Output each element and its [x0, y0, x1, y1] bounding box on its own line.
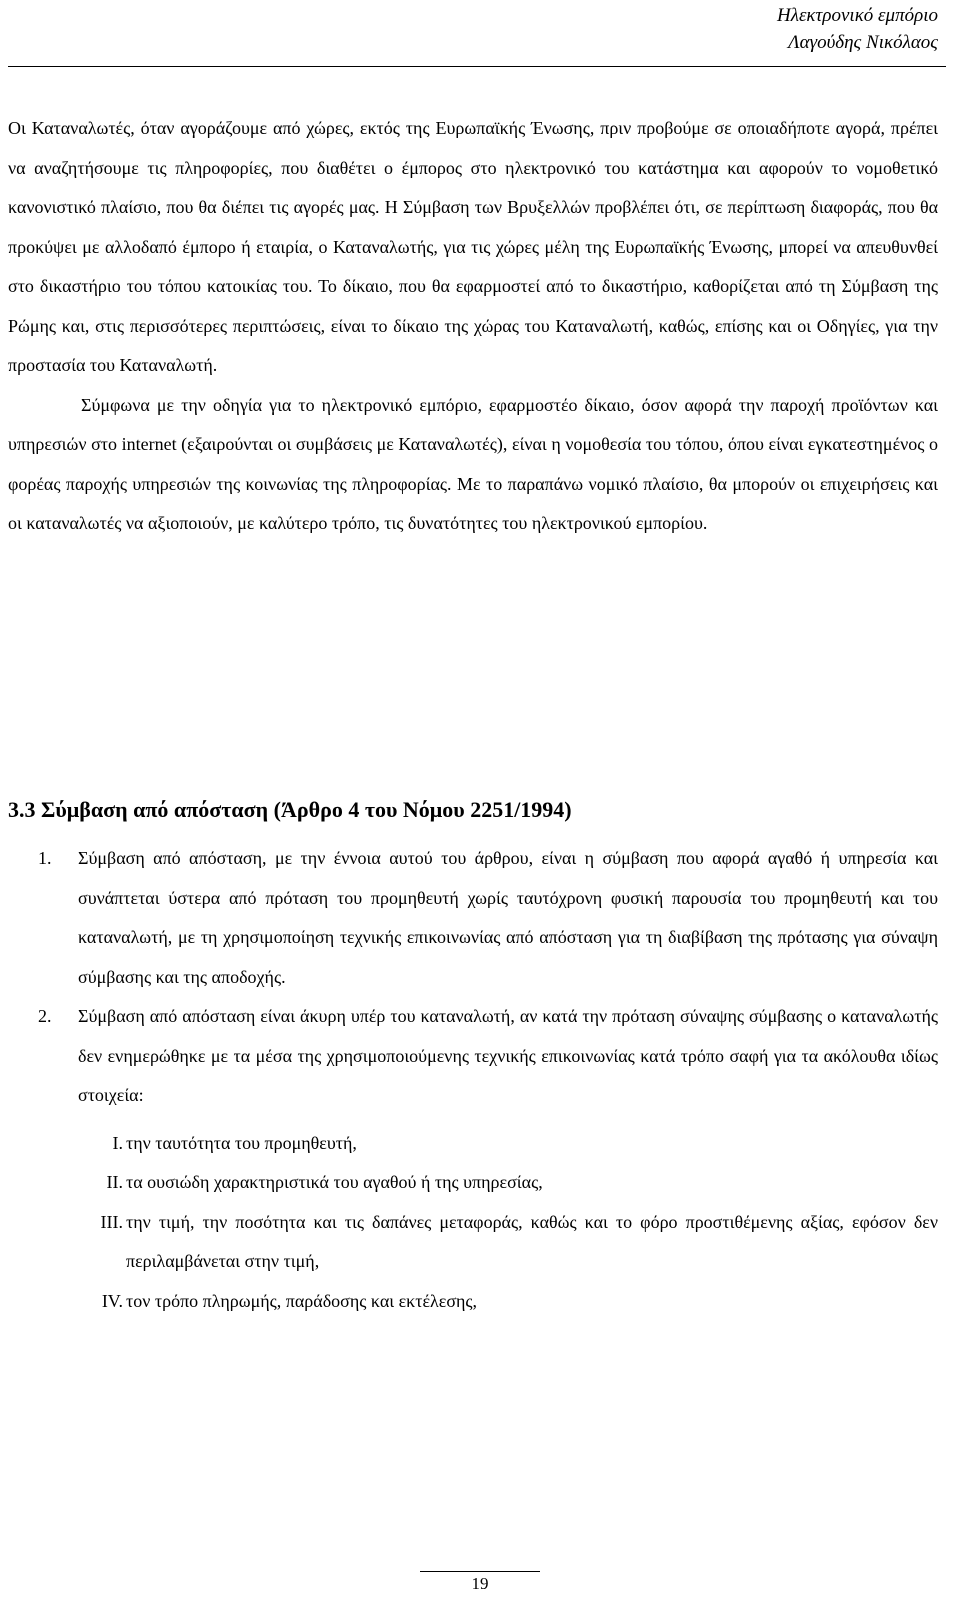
- roman-list-item: [8, 1124, 938, 1164]
- list-item-text: Σύμβαση από απόσταση, με την έννοια αυτού του άρθρου, είναι η σύμβαση που αφορά αγαθό ή υπηρεσία και συνάπτεται ύστερα από πρόταση του προμηθευτή χωρίς ταυτόχρονη φυσική παρουσία του προμηθευτή και του καταναλωτή, με τη χρησιμοποίηση τεχνικής επικοινωνίας από απόσταση για τη διαβίβαση της πρότασης για σύναψη σύμβασης και της αποδοχής.: [78, 848, 938, 987]
- roman-item-text: την ταυτότητα του προμηθευτή,: [126, 1132, 357, 1153]
- roman-numeral: I.: [112, 1132, 123, 1153]
- list-item: [8, 997, 938, 1116]
- paragraph: Οι Καταναλωτές, όταν αγοράζουμε από χώρες, εκτός της Ευρωπαϊκής Ένωσης, πριν προβούμε σε οποιαδήποτε αγορά, πρέπει να αναζητήσουμε τις πληροφορίες, που διαθέτει ο έμπορος στο ηλεκτρονικό του κατάστημα και αφορούν το νομοθετικό κανονιστικό πλαίσιο, που θα διέπει τις αγορές μας. Η Σύμβαση των Βρυξελλών προβλέπει ότι, σε περίπτωση διαφοράς, που θα προκύψει με αλλοδαπό έμπορο ή εταιρία, ο Καταναλωτής, για τις χώρες μέλη της Ευρωπαϊκής Ένωσης, μπορεί να απευθυνθεί στο δικαστήριο του τόπου κατοικίας του. Το δίκαιο, που θα εφαρμοστεί από το δικαστήριο, καθορίζεται από τη Σύμβαση της Ρώμης και, στις περισσότερες περιπτώσεις, είναι το δίκαιο της χώρας του Καταναλωτή, καθώς, επίσης και οι Οδηγίες, για την προστασία του Καταναλωτή.: [8, 118, 938, 375]
- numbered-list: [8, 839, 938, 1321]
- footer-divider: [420, 1571, 540, 1572]
- roman-list-item: [8, 1163, 938, 1203]
- roman-list: [8, 1124, 938, 1322]
- roman-numeral: III.: [100, 1211, 123, 1232]
- header-divider: [8, 66, 946, 67]
- section-heading: 3.3 Σύμβαση από απόσταση (Άρθρο 4 του Νόμου 2251/1994): [8, 797, 572, 822]
- running-header: [777, 2, 938, 56]
- header-author: Λαγούδης Νικόλαος: [788, 32, 938, 53]
- page-number: 19: [471, 1574, 489, 1593]
- paragraph: Σύμφωνα με την οδηγία για το ηλεκτρονικό εμπόριο, εφαρμοστέο δίκαιο, όσον αφορά την παροχή προϊόντων και υπηρεσιών στο internet (εξαιρούνται οι συμβάσεις με Καταναλωτές), είναι η νομοθεσία του τόπου, όπου είναι εγκατεστημένος ο φορέας παροχής υπηρεσιών της κοινωνίας της πληροφορίας. Με το παραπάνω νομικό πλαίσιο, θα μπορούν οι επιχειρήσεις και οι καταναλωτές να αξιοποιούν, με καλύτερο τρόπο, τις δυνατότητες του ηλεκτρονικού εμπορίου.: [8, 394, 938, 533]
- roman-numeral: II.: [106, 1172, 123, 1192]
- list-item-number: 2.: [38, 1006, 52, 1026]
- list-item-text: Σύμβαση από απόσταση είναι άκυρη υπέρ του καταναλωτή, αν κατά την πρόταση σύναψης σύμβασης ο καταναλωτής δεν ενημερώθηκε με τα μέσα της χρησιμοποιούμενης τεχνικής επικοινωνίας κατά τρόπο σαφή για τα ακόλουθα ιδίως στοιχεία:: [78, 1006, 938, 1105]
- roman-list-item: [8, 1282, 938, 1322]
- roman-list-item: [8, 1203, 938, 1282]
- roman-numeral: IV.: [101, 1290, 123, 1311]
- roman-item-text: τον τρόπο πληρωμής, παράδοσης και εκτέλεσης,: [126, 1290, 478, 1311]
- header-title: Ηλεκτρονικό εμπόριο: [777, 5, 938, 26]
- list-item: [8, 839, 938, 997]
- roman-item-text: τα ουσιώδη χαρακτηριστικά του αγαθού ή της υπηρεσίας,: [126, 1172, 543, 1192]
- roman-item-text: την τιμή, την ποσότητα και τις δαπάνες μεταφοράς, καθώς και το φόρο προστιθέμενης αξίας, εφόσον δεν περιλαμβάνεται στην τιμή,: [126, 1211, 938, 1271]
- body-text: [8, 109, 938, 544]
- list-item-number: 1.: [38, 848, 52, 868]
